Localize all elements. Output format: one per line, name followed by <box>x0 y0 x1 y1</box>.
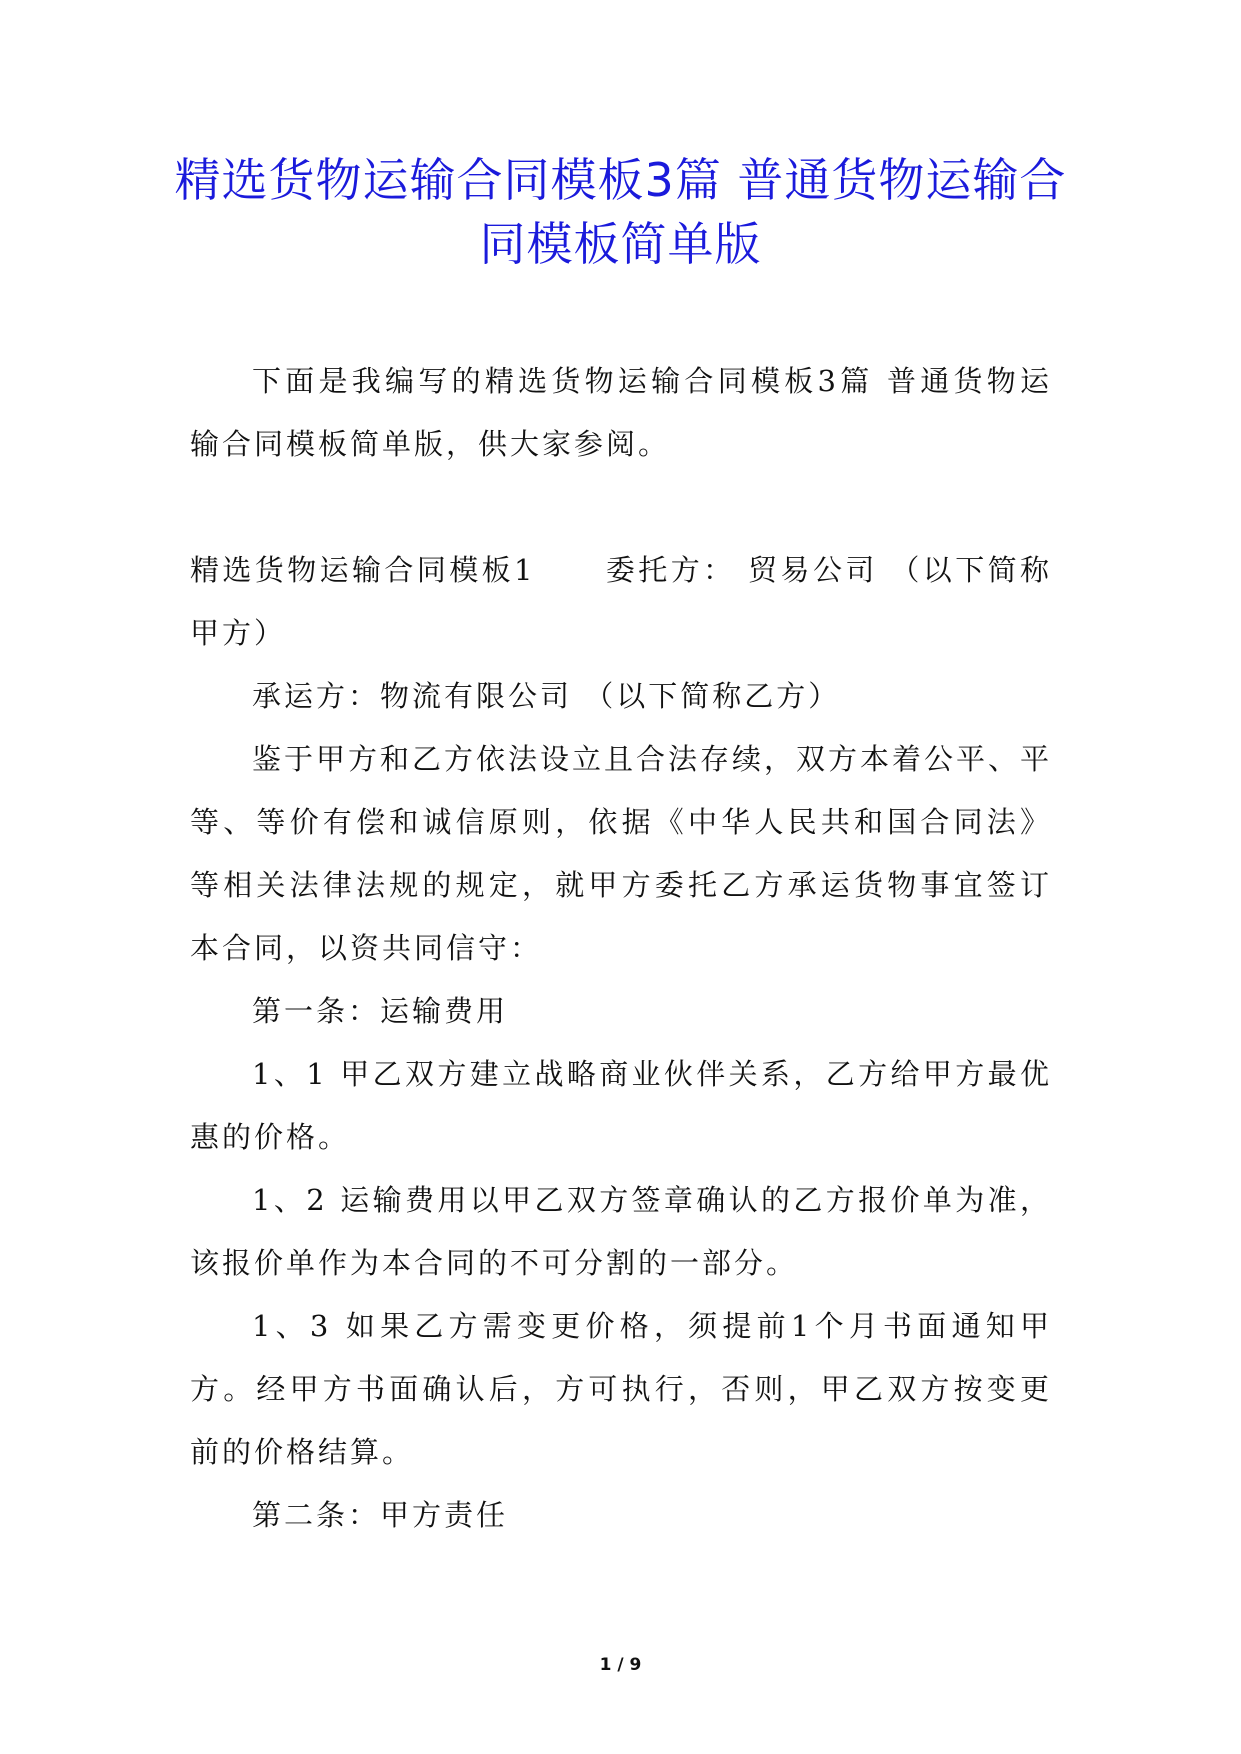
article-2-title: 第二条：甲方责任 <box>252 1498 509 1532</box>
article-1-title: 第一条：运输费用 <box>252 994 509 1028</box>
clause-1-1: 1、1 甲乙双方建立战略商业伙伴关系，乙方给甲方最优惠的价格。 <box>190 1057 1052 1154</box>
document-title: 精选货物运输合同模板3篇 普通货物运输合同模板简单版 <box>174 153 1067 271</box>
page-number: 1 / 9 <box>599 1655 642 1675</box>
carrier-paragraph: 承运方：物流有限公司 （以下简称乙方） <box>252 679 841 713</box>
template1-heading: 精选货物运输合同模板1 <box>190 553 536 587</box>
principal-party: 委托方： 贸易公司 （以下简称甲方） <box>190 553 1053 650</box>
clause-1-2: 1、2 运输费用以甲乙双方签章确认的乙方报价单为准，该报价单作为本合同的不可分割的一部分。 <box>190 1183 1052 1280</box>
document-body <box>190 350 1052 1547</box>
intro-paragraph: 下面是我编写的精选货物运输合同模板3篇 普通货物运输合同模板简单版，供大家参阅。 <box>190 364 1052 461</box>
clause-1-3: 1、3 如果乙方需变更价格，须提前1个月书面通知甲方。经甲方书面确认后，方可执行，否则，甲乙双方按变更前的价格结算。 <box>190 1309 1052 1469</box>
preamble-paragraph: 鉴于甲方和乙方依法设立且合法存续，双方本着公平、平等、等价有偿和诚信原则，依据《中华人民共和国合同法》等相关法律法规的规定，就甲方委托乙方承运货物事宜签订本合同，以资共同信守： <box>190 742 1053 965</box>
template1-intro-paragraph <box>190 539 1052 665</box>
paragraph-gap <box>190 476 1052 539</box>
